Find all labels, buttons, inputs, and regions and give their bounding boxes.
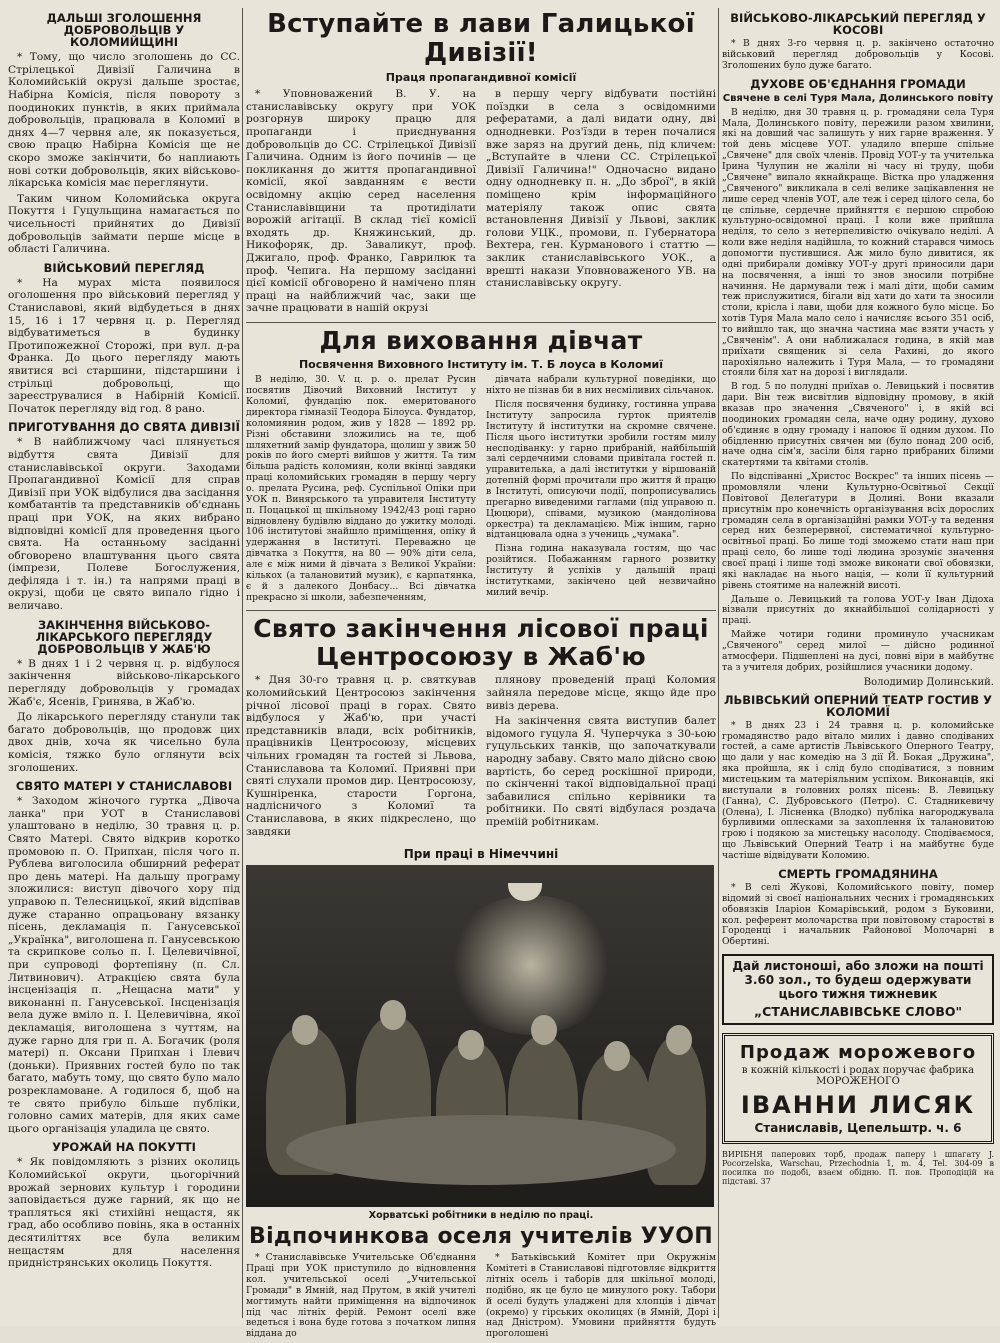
forest-headline: Центросоюзу в Жаб'ю — [316, 641, 646, 671]
subscription-box — [722, 954, 994, 1024]
workers-photo — [246, 865, 714, 1207]
article-text: Майже чотири години проминуло учасникам „Свяченого" серед милої — дійсно родинної атмосфери. Підшеплені на дусі, повні віри в майбутнє та з учителя добрих, розійшлися учасники додому. — [722, 629, 994, 673]
article-text: В неділю, 30. V. ц. р. о. прелат Русин посвятив Дівочий Виховний Інститут у Коломиї, фундацію пок. емеритованого директора гімназії Теодора Білоуса. Фундатор, коломиянин родом, жив у 1828 — 1892 рр. Різні обставини зложились на те, щоб шляхетний замір фундатора, щолиш у звиж 50 років по його смерті вийшов у життя. Та тим більша радість коломиян, коли вкінці завдяки праці коломийських громадян в першу чергу о. прелата Русина, реф. Суспільної Опіки при УОК п. Винярського та управителя Інституту п. Поцацької щ шкільному 1942/43 році гарно відновлену будівлю віддано до ужитку молоді. 106 інститутові знайшло приміщення, опіку й удержання в Інституті. Переважно це дівчатка з Покуття, на 80 — 90% діти села, але є між ними й дівчата з Великої України: кількох (а талановитий музик), є карпатянка, є й з далекого Донбасу... Всі дівчатка прекрасно зі школи, забезпеченням, — [246, 374, 476, 603]
author-signature: Володимир Долинський. — [863, 676, 994, 688]
article-title: СВЯТО МАТЕРІ У СТАНИСЛАВОВІ — [15, 779, 233, 794]
article-text: дівчата набрали культурної поведінки, що ніхто не пізнав би в них несміливих сільчанок. — [486, 374, 716, 397]
article-text: По відспіванні „Христос Воскрес" та інших пісень — промовляли члени Культурно-Освітньої Секції Повітової Делеґатури в Долині. Вони вказали присутнім про конечність організування всіх дорослих громадян села в організаційні рамки УОТ-у та ведення серед них безперервної, систематичної культурно-освітньої праці. Бо лише тоді зможемо стати наш при праці село, бо лише тоді людина зрозуміє значення своєї праці і лише тоді зможе виконати свої обовязки, які накладає на нього нація, — коли її культурний рівень стоятиме на належній висоті. — [722, 471, 994, 591]
column-rule — [718, 8, 719, 1318]
table-shape — [286, 1115, 676, 1185]
article-title: УРОЖАЙ НА ПОКУТТІ — [52, 1140, 196, 1155]
person-face — [666, 1025, 692, 1055]
person-face — [604, 1041, 630, 1071]
article-text: * Тому, що число зголошень до СС. Стрілецької Дивізії Галичина в Коломийській окрузі дальше зростає, Набірна Комісія, після повороту з поодиноких пунктів, в яких приймала добровольців, працювала в Коломиї в днях 4—7 червня але, як показується, свою працю Набірна Комісія ще не скоро зможе закінчити, бо наплиають нові сотки добровольців, яких військово-лікарська комісія має переглянути. — [8, 51, 240, 190]
photo-title: При праці в Німеччині — [403, 847, 559, 862]
article-text: * Як повідомляють з різних околиць Коломийської округи, цьогорічний врожай зернових культур і городини заповідається дуже гарний, як що не трапляться які стихійні нещастя, як град, або особливо повінь, яка в останніх десятиліттях все була великим нещастям для населення придністрянських околиць Покуття. — [8, 1156, 240, 1270]
person-face — [531, 1015, 557, 1045]
column-rule — [242, 8, 243, 1318]
article-text: в першу чергу відбувати постійні поїздки в села з освідомними рефератами, а далі видати одну, дві однодневки. Роз'їзди в терен почалися вже заряз на другий день, під кличем: „Вступайте в члени СС. Стрілецької Дивізії Галичина!" Одночасно видано одну однодневку п. н. „До зброї", в якій поміщено крім інформаційного матеріялу також опис свята встановлення Дивізії у Львові, заклик голови УЦК., промови, п. Губернатора Вехтера, ген. Курманового і статтю — заклик станиславівського УОК., а врешті накази Уповноваженого УВ. на станиславівську округу. — [486, 88, 716, 290]
article-text: * На мурах міста появилося оголошення про військовий перегляд у Станиславові, який відбудеться в днях 15, 16 і 17 червня ц. р. Перегляд відбуватиметься в будинку Протипожежної Сторожі, при вул. д-ра Франка. До цього перегляду мають явитися всі старшини, підстаршини і стрільці добровольці, що зареєструвалися в Набірній Комісії. Початок перегляду від год. 8 рано. — [8, 276, 240, 415]
article-title: ВІЙСЬКОВО-ЛІКАРСЬКИЙ ПЕРЕГЛЯД У КОСОВІ — [730, 11, 986, 38]
ad-address: Станиславів, Цепельштр. ч. 6 — [754, 1120, 962, 1135]
headline-subtitle: Праця пропагандивної комісії — [385, 71, 577, 85]
article-text: В неділю, дня 30 травня ц. р. громадяни села Туря Мала, Долинського повіту, пережили разом хвилини, які на довший час залишуть у них гарне враження. У той день місцеве УОТ. уладило вперше спільне „Свячене" для своїх членів. Провід УОТ-у та учителька Ірина Чулупин не жаліли ні часу ні труду, щоби „Свячене" випало якнайкраще. Вістка про уладження „Свяченого" викликала в селі велике зацікавлення не лише серед членів УОТ, але теж і серед цілого села, бо це спільне, сердечне прийняття є першою спробою культурно-освідомної праці. І коли вже прийшла неділя, то село з нетерпеливістю очікувало неділі. А коли вже неділя надійшла, то кожний старався чимось допомогти пустившися. Аж мило було дивитися, як одні прибирали домівку УОТ-у другі приносили дари на посвячення, а інші то знов зносили потрібне начиння. Не дармували теж і малі діти, щоби самим теж прислужитися, бігали від хати до хати та зносили столи, крісла і лави, щоби для кожного було місце. Бо хотів Туря Мала мало село і начисляє всього 351 осіб, то вийшло так, що значна частина має взяти участь у „Свяченім". А они наближалася година, в якій мав приїхати священик зі села Рахині, до якого парохіяльно належить і Туря Мала, — то громадяни стояли біля хат на дорозі і виглядали. — [722, 106, 994, 379]
article-text: На закінчення свята виступив балет відомого гуцула Я. Чуперчука з 30-ьою гуцульських танків, що започаткували народну забаву. Свято мало дійсно свою вартість, бо серед роскішної природи, по скінченні такої відповідальної праці забавилися спільно керівники та робітники. По святі відбулася роздача преміій робітникам. — [486, 715, 716, 828]
article-title: ВІЙСЬКОВИЙ ПЕРЕГЛЯД — [43, 260, 205, 275]
forest-headline: Свято закінчення лісової праці — [253, 614, 709, 644]
article-text: * Заходом жіночого гуртка „Дівоча ланка" при УОТ в Станиславові улаштовано в неділю, 30 травня ц. р. Свято Матері. Свято відкрив коротко промовою п. О. Припхан, після чого п. Рублева виголосила обширний реферат про день матері. На дальшу програму зложилися: виступ дівочого хору під управою п. Телесницької, який відспівав дуже старанно опрацьовану вязанку пісень, декламація п. Ганусевської „Українка", виголошена п. Ганусевською та скрипкове сольо п. І. Целевичівної, при супроводі фортепіяну (п. Сл. Литвинович). Атракцією свята була інсценізація п. „Нещасна мати" у виконанні п. Ганусевської. Інсценізація вела дуже вміло п. І. Целевичівна, якої декламація, виголошена з чуттям, на дуже гарно для гри п. А. Богачик (роля матері) п. Оксани Припхан і Ілевич (доньки). Приявних гостей було по так багато, мабуть тому, що свято було мало розрекламоване. А годилося б, щоб на те свято прибуло більше публіки, головно самих матерів, для яких саме цього організація уладила це свято. — [8, 795, 240, 1135]
ice-cream-ad — [722, 1033, 994, 1144]
person-face — [458, 1030, 484, 1060]
article-text: До лікарського перегляду станули так багато добровольців, що продовж цих двох днів, хоча як чисельно була комісія, тяжко було оглянути всіх зголошених. — [8, 711, 240, 774]
article-text: Після посвячення будинку, гостинна управа Інституту запросила гурток приятелів Інституту й інститутки на скромне свячене. Після цього інститутки зробили гостям милу несподіванку: у гарно прибраній, найбільшій залі сердечними словами привітала гостей п. управителька, а далі інститутки у віршованій дотепній формі прочитали про життя й працю в Інституті, описуючи події, попрописувались прегарно виведеними гаглами (під управою п. Цюцюри), співами, музикою (мандолінова оркестра) та декламацією. Між іншим, гарно відтанцювала одна з учениць „чумака". — [486, 399, 716, 541]
article-text: * Дня 30-го травня ц. р. святкував коломийський Центросоюз закінчення річної лісової праці в горах. Свято відбулося у Жаб'ю, при участі представників влади, всіх робітників, працівників Центросоюзу, місцевих чільних громадян та гостей зі Львова, Станиславова та Коломиї. Приявні при святі слухали промов дир. Центросоюзу, Кушніренка, старости Горгона, надлісничого з Коломиї та Станиславова, в яких підкреслено, що завдяки — [246, 674, 476, 838]
propaganda-article — [246, 88, 716, 318]
girls-subtitle: Посвячення Виховного Інституту ім. Т. Б лоуса в Коломиї — [298, 358, 664, 372]
article-text: Пізна година наказувала гостям, що час розійтися. Побажанням гарного розвитку Інституту й успіхів у дальшій праці інститутками, закінчено цей незвичайно милий вечір. — [486, 543, 716, 598]
person-face — [380, 1000, 406, 1030]
article-text: Таким чином Коломийська округа Покуття і Гуцульщина намагається по чисельності прийнятих до Дивізії добровольців займати перше місце в області Галичина. — [8, 192, 240, 256]
person-face — [292, 1015, 318, 1045]
article-title: ПРИГОТУВАННЯ ДО СВЯТА ДИВІЗІЇ — [8, 420, 240, 435]
ad-text: в кожній кількості і родах поручає фабрика МОРОЖЕНОГО — [741, 1064, 975, 1087]
article-text: * Станиславівське Учительське Об'єднання Праці при УОК приступило до відновлення кол. учительської оселі „Учительської Громади" в Ямній, над Прутом, в якій учителі могтимуть найти приміщення на відпочинок під час літніх ферій. Ремонт оселі вже ведеться і вона буде готова з початком липня віддана до — [246, 1252, 476, 1340]
article-text: * В днях 1 і 2 червня ц. р. відбулося закінчення військово-лікарського перегляду добровольців у громадах Жаб'є, Ясенів, Гринява, в Жаб'ю. — [8, 657, 240, 708]
article-title: СМЕРТЬ ГРОМАДЯНИНА — [778, 866, 938, 881]
article-text: Дальше о. Левицький та голова УОТ-у Іван Дідоха візвали присутніх до якнайбільшої солідарності у праці. — [722, 593, 994, 627]
article-text: * В днях 23 і 24 травня ц. р. коломийське громадянство радо вітало милих і давно сподіваних гостей, а саме артистів Львівського Оперного Театру, що дали у нас комедію на 3 дії Й. Бокая „Дружина", яка пройшла, як і слід було сподіватися, з повним мистецьким та матеріяльним успіхом. Виконавців, які виступали в головних ролях пісень: В. Левицьку (Ганна), С. Дубровського (Петро). С. Стадникевичу (Олена), І. Лісненка (Влодко) публіка нагороджувала бурливими оплесками за захоплення їх талановитою грою і подякою за мистецьку насолоду. Сподіваємося, що Львівський Оперний Театр і на майбутнє буде частіше відвідувати Коломию. — [722, 719, 994, 862]
article-subtitle: Свячене в селі Туря Мала, Долинського повіту — [722, 92, 994, 104]
article-text: В год. 5 по полудні приїхав о. Левицький і посвятив дари. Він теж висвітлив відповідну промову, в якій вказав про значення „Свяченого" і, в якій всі поодиноких громадян села, наче одну родину, духово об'єдиняє в одну громаду і напоює її одним духом. По обідленню присутніх свячен ми (було понад 200 осіб, наче одна сім'я, засіли біля гарно прибраних білими скатертями та квітами столів. — [722, 381, 994, 469]
left-column — [8, 6, 240, 1322]
article-text: * В днях 3-го червня ц. р. закінчено остаточно військовий перегляд добровольців у Косові. Зголошених було дуже багато. — [722, 38, 994, 71]
article-title: ДАЛЬШІ ЗГОЛОШЕННЯ ДОБРОВОЛЬЦІВ У КОЛОМИЙЩИНІ — [46, 11, 202, 50]
rest-headline: Відпочинкова оселя учителів УУОП — [249, 1224, 713, 1250]
right-column — [722, 6, 994, 1322]
girls-article — [246, 375, 716, 606]
divider — [246, 322, 716, 323]
footer-ad: ВИРІБНЯ паперових торб, продаж паперу і шпагату J. Pocorzelska, Warschau, Przechodnia 1, m. 4, Tel. 304-09 в посилка по подобі, взаєм обідню. П. пов. Проподіцій на підставі. 37 — [722, 1149, 994, 1187]
subscription-text: Дай листоноші, або зложи на пошті 3.60 зол., то будеш одержувати цього тижня тижневик — [732, 959, 984, 1001]
newspaper-name: „СТАНИСЛАВІВСЬКЕ СЛОВО" — [753, 1003, 963, 1019]
rest-article — [246, 1253, 716, 1343]
divider — [246, 610, 716, 611]
lamp-glow — [446, 895, 616, 1035]
article-text: * Батьківський Комітет при Окружнім Комітеті в Станиславові підготовляє відкриття літніх осель і таборів для шкільної молоді, подібно, як це було це минулого року. Табори й оселі будуть уладжені для хлопців і дівчат (окремо) у гірських околицях (в Ямній, Дорі і над Дністром). Умовини прийняття будуть проголошені — [486, 1252, 716, 1340]
article-title: ЗАКІНЧЕННЯ ВІЙСЬКОВО-ЛІКАРСЬКОГО ПЕРЕГЛЯДУ ДОБРОВОЛЬЦІВ У ЖАБ'Ю — [35, 617, 213, 656]
article-text: * В найближчому часі плянується відбуття свята Дивізії для станиславівської округи. Заходами Пропагандивної Комісії для справ Дивізії при УОК відбулися два засідання комбатантів та представників об'єднань праці при УОК, на яких вибрано відповідні комісії для проведення цього свята. На останньому засіданні обговорено влаштування цього свята (імпрези, Полеве Богослужения, дефіляда і т. ін.) та напрями праці в окрузі, щоби це свято випало гідно і величаво. — [8, 436, 240, 613]
ad-headline: Продаж морожевого — [739, 1041, 977, 1063]
article-text: плянову проведеній праці Коломия зайняла передове місце, якщо йде про вивіз дерева. — [486, 674, 716, 712]
article-text: * В селі Жукові, Коломийського повіту, помер відомий зі своєї національних чесних і громадянських обовязків Іларіон Комарівський, родом з Буковини, кол. референт молочарства при повітовому старостві в Городенці і начальник Районової Молочарні в Обертині. — [722, 881, 994, 948]
photo-caption: Хорватські робітники в неділю по праці. — [368, 1210, 594, 1222]
girls-headline: Для виховання дівчат — [319, 325, 643, 355]
article-title: ЛЬВІВСЬКИЙ ОПЕРНИЙ ТЕАТР ГОСТИВ У КОЛОМИЇ — [723, 692, 993, 719]
article-text: * Уповноважений В. У. на станиславівську округу при УОК розгорнув широку працю для пропаганди і приєднування добровольців до СС. Стрілецької Дивізії Галичина. Одним із його починів — це покликання до життя пропагандивної комісії, якої завданням є вести освідомну акцію серед населення Станиславівщини та протиділати ворожій агітації. В склад тієї комісії входять др. Княжинський, др. Никофоряк, др. Заваликут, проф. Джигало, проф. Франко, Гаврилюк та проф. Чепига. На першому засіданні цієї комісії обговорено й намічено плян праці на найближчий час, заки ще зачне працювати в нашій окрузі — [246, 88, 476, 315]
main-headline: Вступайте в лави Галицької Дивізії! — [267, 9, 695, 68]
article-title: ДУХОВЕ ОБ'ЄДНАННЯ ГРОМАДИ — [750, 76, 966, 91]
forest-article — [246, 674, 716, 841]
center-columns — [246, 6, 716, 1340]
ad-company-name: ІВАННИ ЛИСЯК — [740, 1090, 976, 1119]
